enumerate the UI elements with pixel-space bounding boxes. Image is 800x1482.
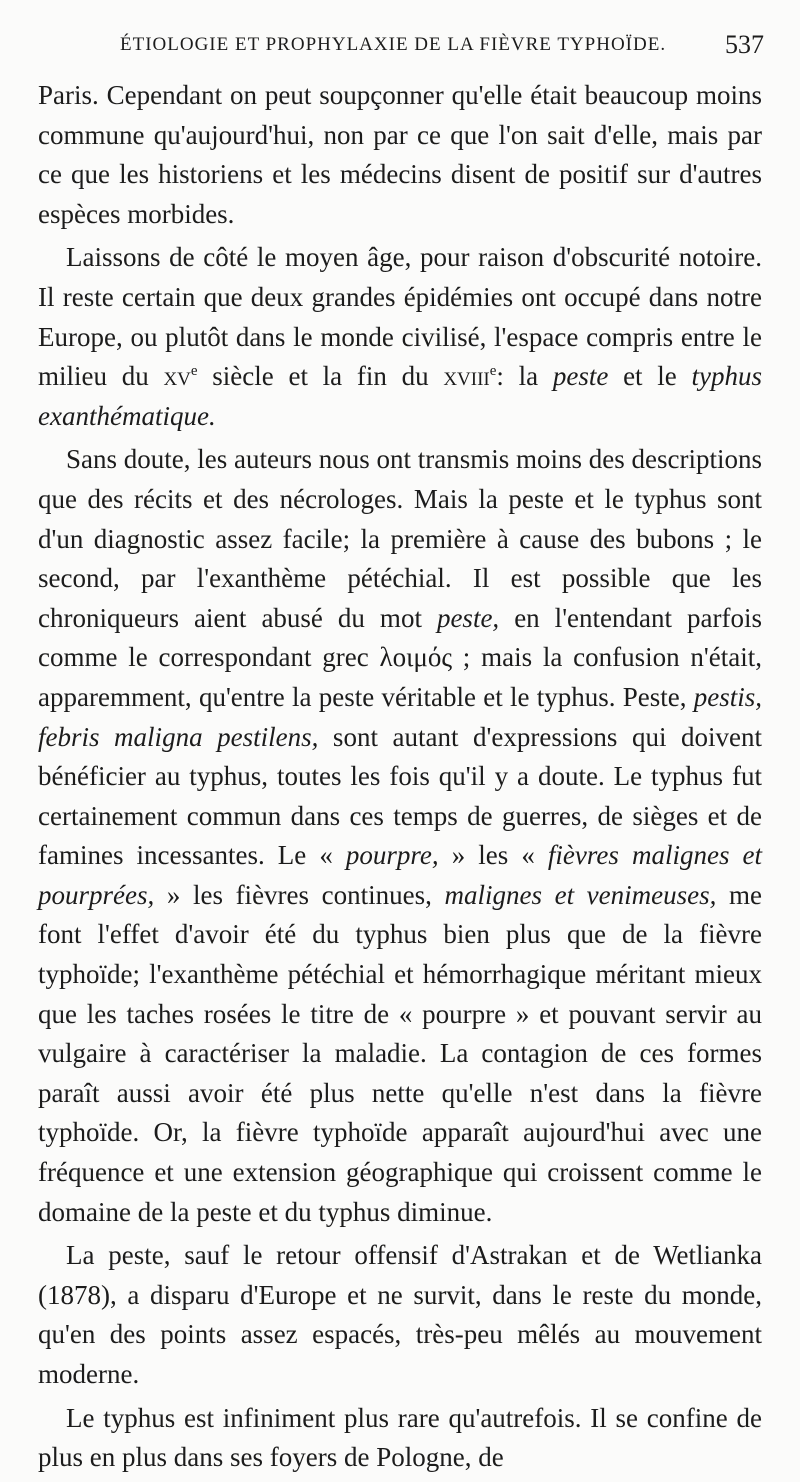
p3-text-c: sont autant d'expressions qui doivent bénéficier au typhus, toutes les fois qu'il y a doute. Le typhus fut certainement commun dans ces temps de guerres, de sièges et de famines incessantes. Le «	[38, 721, 762, 871]
paragraph-2	[38, 238, 762, 436]
italic-fievres: fièvres malignes et pourprées,	[38, 840, 762, 910]
p3-text-b: en l'entendant parfois comme le correspondant grec λοιμός ; mais la confusion n'était, apparemment, qu'entre la peste véritable et le typhus. Peste,	[38, 602, 762, 712]
p3-text-d: » les «	[438, 840, 548, 871]
paragraph-4: La peste, sauf le retour offensif d'Astrakan et de Wetlianka (1878), a disparu d'Europe et ne survit, dans le reste du monde, qu'en des points assez espacés, très-peu mêlés au mouvement moderne.	[38, 1240, 762, 1389]
running-title: ÉTIOLOGIE ET PROPHYLAXIE DE LA FIÈVRE TYPHOÏDE.	[120, 34, 667, 55]
century-18: xviii	[443, 361, 490, 392]
paragraph-5: Le typhus est infiniment plus rare qu'autrefois. Il se confine de plus en plus dans ses foyers de Pologne, de	[38, 1402, 762, 1473]
p3-text-f: me font l'effet d'avoir été du typhus bien plus que de la fièvre typhoïde; l'exanthème pétéchial et hémorrhagique méritant mieux que les taches rosées le titre de « pourpre » et pouvant servir au vulgaire à caractériser la maladie. La contagion de ces formes paraît aussi avoir été plus nette qu'elle n'est dans la fièvre typhoïde. Or, la fièvre typhoïde apparaît aujourd'hui avec une fréquence et une extension géographique qui croissent comme le domaine de la peste et du typhus diminue.	[38, 879, 762, 1227]
p3-text-a: Sans doute, les auteurs nous ont transmis moins des descriptions que des récits et des nécrologes. Mais la peste et le typhus sont d'un diagnostic assez facile; la première à cause des bubons ; le second, par l'exanthème pétéchial. Il est possible que les chroniqueurs aient abusé du mot	[38, 444, 762, 633]
paragraph-3	[38, 440, 762, 1232]
p2-text-a: Laissons de côté le moyen âge, pour raison d'obscurité notoire. Il reste certain que deux grandes épidémies ont occupé dans notre Europe, ou plutôt dans le monde civilisé, l'espace compris entre le milieu du	[38, 242, 762, 392]
italic-peste: peste	[552, 361, 609, 392]
running-head	[120, 30, 770, 59]
century-15: xv	[163, 361, 191, 392]
italic-malignes: malignes et venimeuses,	[444, 879, 717, 910]
sup-1: e	[190, 363, 198, 380]
italic-latin: pestis, febris maligna pestilens,	[38, 681, 762, 752]
italic-peste-2: peste,	[436, 602, 500, 633]
p3-text-e: » les fièvres continues,	[154, 879, 445, 910]
sup-2: e	[489, 363, 497, 380]
p2-text-c: : la	[496, 361, 553, 392]
p2-text-b: siècle et la fin du	[197, 361, 444, 392]
paragraph-1: Paris. Cependant on peut soupçonner qu'elle était beaucoup moins commune qu'aujourd'hui, non par ce que l'on sait d'elle, mais par ce que les historiens et les médecins disent de positif sur d'autres espèces morbides.	[38, 80, 762, 229]
body-text	[38, 76, 762, 1482]
page-number: 537	[725, 30, 764, 59]
italic-pourpre: pourpre,	[345, 840, 439, 871]
p2-text-d: et le	[608, 361, 692, 392]
italic-typhus: typhus exanthématique.	[38, 361, 762, 431]
